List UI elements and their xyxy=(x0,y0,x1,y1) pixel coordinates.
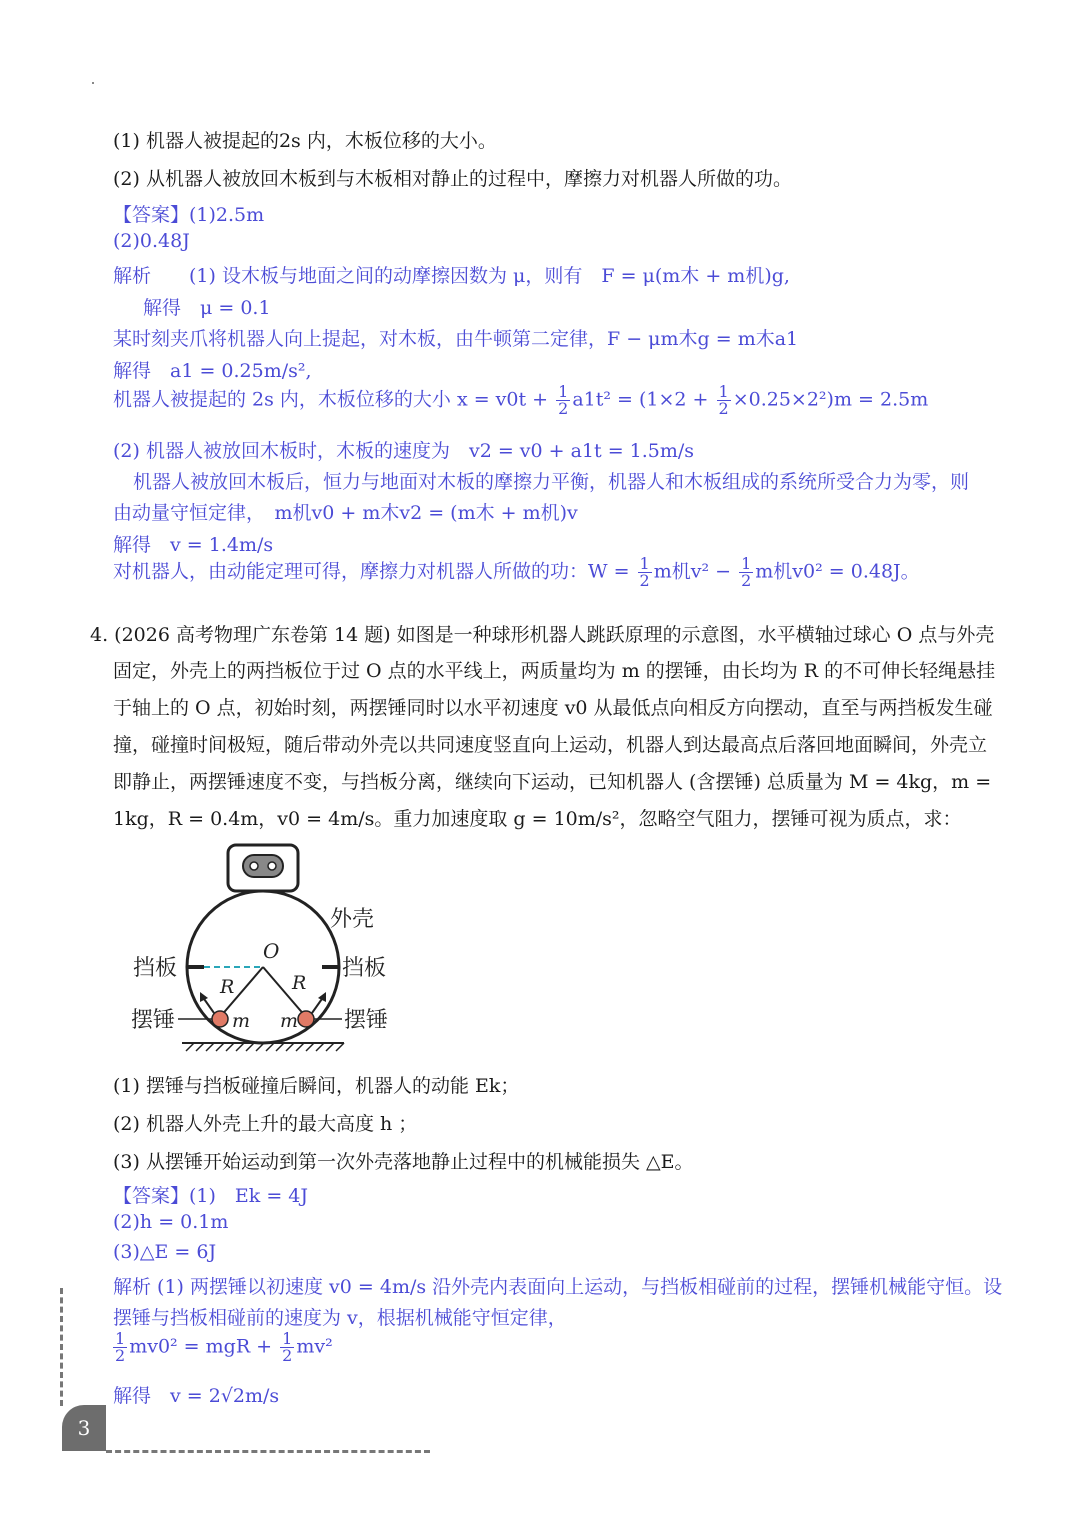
robot-eye xyxy=(268,862,276,870)
question-4-line: 于轴上的 O 点，初始时刻，两摆锤同时以水平初速度 v0 从最低点向相反方向摆动，直至与两挡板发生碰 xyxy=(113,697,993,719)
solution-line-fraction xyxy=(113,384,928,417)
fraction: $\frac{1}{2}$ xyxy=(741,554,752,590)
label-baffle-left: 挡板 xyxy=(133,956,178,981)
solution-line: 解得 v = 1.4m/s xyxy=(113,534,274,556)
q4-solution-line: 解得 v = 2√2m/s xyxy=(113,1385,280,1407)
solution-line-fraction xyxy=(113,556,920,589)
label-mass-right: m xyxy=(280,1010,299,1032)
label-baffle-right: 挡板 xyxy=(342,956,387,981)
page-border-vertical xyxy=(60,1288,63,1406)
label-mass-left: m xyxy=(232,1010,251,1032)
q4-solution-line-fraction xyxy=(113,1331,333,1364)
sub-question-2: (2) 从机器人被放回木板到与木板相对静止的过程中，摩擦力对机器人所做的功。 xyxy=(113,168,792,190)
q4-answer-1: 【答案】(1) Ek = 4J xyxy=(113,1185,309,1207)
label-center: O xyxy=(263,939,280,963)
solution-line: 解析 (1) 设木板与地面之间的动摩擦因数为 μ，则有 F = μ(m木 + m机)g, xyxy=(113,265,790,287)
solution-line: 由动量守恒定律， m机v0 + m木v2 = (m木 + m机)v xyxy=(113,502,578,524)
solution-line: 某时刻夹爪将机器人向上提起，对木板，由牛顿第二定律，F − μm木g = m木a1 xyxy=(113,328,799,350)
sub-question-1: (1) 机器人被提起的2s 内，木板位移的大小。 xyxy=(113,130,497,152)
label-pendulum-right: 摆锤 xyxy=(344,1008,389,1033)
pendulum-ball-left xyxy=(212,1011,228,1027)
page-border-horizontal xyxy=(106,1450,430,1453)
text-segment: ×0.25×2²)m = 2.5m xyxy=(732,388,929,411)
fraction: $\frac{1}{2}$ xyxy=(639,554,650,590)
text-segment: m机v0² = 0.48J。 xyxy=(755,560,920,583)
question-4-line: 即静止，两摆锤速度不变，与挡板分离，继续向下运动，已知机器人 (含摆锤) 总质量为 M = 4kg，m = xyxy=(113,771,992,793)
label-shell: 外壳 xyxy=(330,907,375,932)
text-segment: mv² xyxy=(296,1335,333,1358)
q4-solution-line: 解析 (1) 两摆锤以初速度 v0 = 4m/s 沿外壳内表面向上运动，与挡板相碰前的过程，摆锤机械能守恒。设 xyxy=(113,1276,1003,1298)
text-segment: 机器人被提起的 2s 内，木板位移的大小 x = v0t + xyxy=(113,388,555,411)
text-segment: 对机器人，由动能定理可得，摩擦力对机器人所做的功：W = xyxy=(113,560,636,583)
fraction: $\frac{1}{2}$ xyxy=(718,382,729,418)
q4-answer-3: (3)△E = 6J xyxy=(113,1241,217,1263)
page-number: 3 xyxy=(62,1405,106,1451)
label-radius-right: R xyxy=(292,972,307,994)
label-radius-left: R xyxy=(220,976,235,998)
fraction: $\frac{1}{2}$ xyxy=(282,1329,293,1365)
text-segment: mv0² = mgR + xyxy=(129,1335,279,1358)
pendulum-ball-right xyxy=(298,1011,314,1027)
corner-mark xyxy=(92,82,94,84)
solution-line: 解得 a1 = 0.25m/s², xyxy=(113,360,312,382)
question-4-line: 撞，碰撞时间极短，随后带动外壳以共同速度竖直向上运动，机器人到达最高点后落回地面瞬间，外壳立 xyxy=(113,734,988,756)
fraction: $\frac{1}{2}$ xyxy=(558,382,569,418)
question-4-line: 4. (2026 高考物理广东卷第 14 题) 如图是一种球形机器人跳跃原理的示意图，水平横轴过球心 O 点与外壳 xyxy=(90,624,995,646)
question-4-line: 1kg，R = 0.4m，v0 = 4m/s。重力加速度取 g = 10m/s²，忽略空气阻力，摆锤可视为质点，求： xyxy=(113,808,962,830)
answer-2: (2)0.48J xyxy=(113,230,190,252)
q4-answer-2: (2)h = 0.1m xyxy=(113,1211,229,1233)
q4-sub-question-3: (3) 从摆锤开始运动到第一次外壳落地静止过程中的机械能损失 △E。 xyxy=(113,1151,694,1173)
robot-diagram xyxy=(120,840,420,1060)
robot-face xyxy=(243,855,283,877)
question-4-line: 固定，外壳上的两挡板位于过 O 点的水平线上，两质量均为 m 的摆锤，由长均为 R 的不可伸长轻绳悬挂 xyxy=(113,660,996,682)
text-segment: a1t² = (1×2 + xyxy=(572,388,715,411)
answer-1: 【答案】(1)2.5m xyxy=(113,204,265,226)
label-pendulum-left: 摆锤 xyxy=(131,1008,176,1033)
solution-line: (2) 机器人被放回木板时，木板的速度为 v2 = v0 + a1t = 1.5m/s xyxy=(113,440,695,462)
solution-line: 机器人被放回木板后，恒力与地面对木板的摩擦力平衡，机器人和木板组成的系统所受合力为零，则 xyxy=(133,471,970,493)
q4-sub-question-2: (2) 机器人外壳上升的最大高度 h ； xyxy=(113,1113,418,1135)
q4-solution-line: 摆锤与挡板相碰前的速度为 v，根据机械能守恒定律， xyxy=(113,1307,567,1329)
q4-sub-question-1: (1) 摆锤与挡板碰撞后瞬间，机器人的动能 Ek； xyxy=(113,1075,520,1097)
text-segment: m机v² − xyxy=(653,560,738,583)
solution-line: 解得 μ = 0.1 xyxy=(143,297,271,319)
fraction: $\frac{1}{2}$ xyxy=(115,1329,126,1365)
robot-eye xyxy=(250,862,258,870)
